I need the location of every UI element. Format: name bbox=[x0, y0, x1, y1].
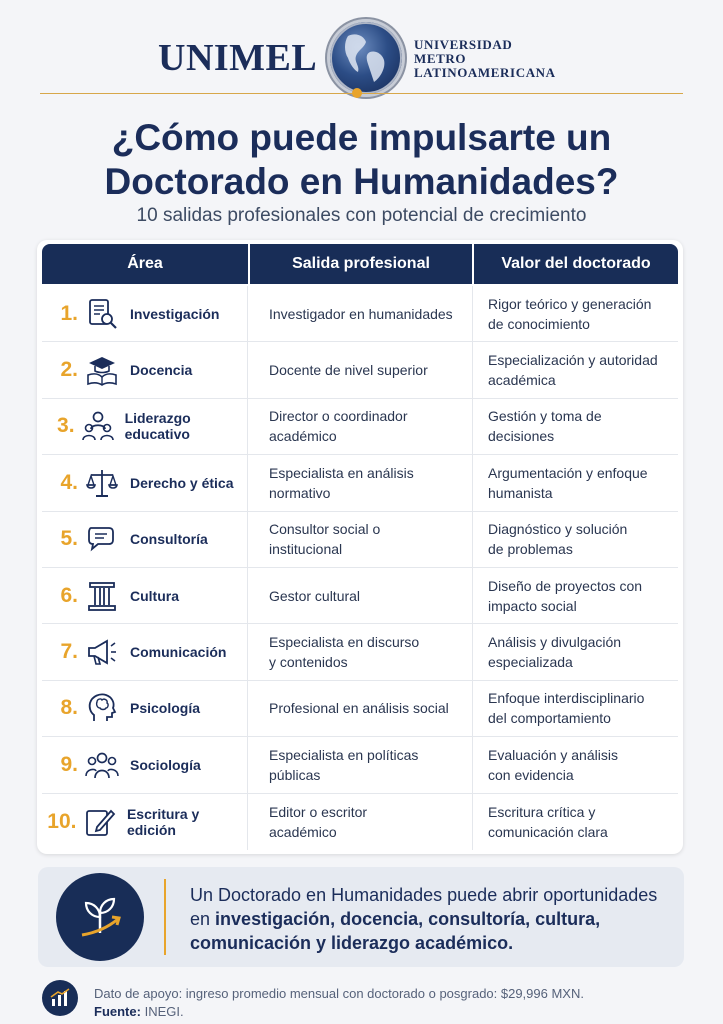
row-number: 4. bbox=[60, 470, 78, 494]
university-name bbox=[414, 38, 556, 80]
header bbox=[0, 12, 723, 84]
valor-line: impacto social bbox=[488, 597, 577, 614]
title-line: ¿Cómo puede impulsarte un bbox=[111, 117, 612, 158]
university-name-line: LATINOAMERICANA bbox=[414, 65, 556, 80]
valor-cell bbox=[474, 794, 678, 850]
valor-line: Rigor teórico y generación bbox=[488, 295, 652, 312]
salida-line: académico bbox=[269, 823, 337, 840]
row-number: 3. bbox=[57, 414, 75, 438]
support-data-text: Dato de apoyo: ingreso promedio mensual con doctorado o posgrado: $29,996 MXN. bbox=[94, 986, 584, 1001]
valor-line: Gestión y toma de bbox=[488, 408, 602, 425]
callout-text bbox=[190, 883, 670, 955]
valor-cell bbox=[474, 681, 678, 736]
row-number: 1. bbox=[60, 301, 78, 325]
source-value: INEGI. bbox=[144, 1004, 184, 1019]
valor-cell bbox=[474, 286, 678, 341]
row-number: 8. bbox=[60, 696, 78, 720]
valor-cell bbox=[474, 624, 678, 679]
area-label: Docencia bbox=[130, 362, 193, 379]
area-label: Comunicación bbox=[130, 644, 227, 661]
valor-line: Escritura crítica y bbox=[488, 803, 596, 820]
callout-box bbox=[38, 867, 684, 967]
row-number: 9. bbox=[60, 752, 78, 776]
area-cell bbox=[42, 794, 248, 850]
row-number: 10. bbox=[47, 809, 77, 833]
header-salida: Salida profesional bbox=[250, 244, 472, 284]
area-label: Investigación bbox=[130, 305, 220, 322]
head-brain-icon bbox=[84, 690, 120, 726]
valor-line: Evaluación y análisis bbox=[488, 746, 618, 763]
salida-line: Especialista en políticas bbox=[269, 746, 419, 763]
valor-line: especializada bbox=[488, 654, 573, 671]
row-number: 6. bbox=[60, 583, 78, 607]
valor-line: comunicación clara bbox=[488, 823, 608, 840]
salida-cell bbox=[249, 624, 473, 679]
valor-line: Diseño de proyectos con bbox=[488, 577, 643, 594]
speech-bubbles-icon bbox=[84, 521, 120, 557]
area-cell bbox=[42, 455, 248, 510]
area-cell bbox=[42, 399, 248, 454]
area-cell bbox=[42, 286, 248, 341]
table-row bbox=[42, 399, 678, 455]
valor-line: Diagnóstico y solución bbox=[488, 521, 628, 538]
title-line: Doctorado en Humanidades? bbox=[104, 161, 619, 202]
table-row bbox=[42, 737, 678, 793]
row-number: 5. bbox=[60, 527, 78, 551]
table-row bbox=[42, 568, 678, 624]
source-label: Fuente: bbox=[94, 1004, 141, 1019]
area-cell bbox=[42, 737, 248, 792]
salida-line: Director o coordinador bbox=[269, 408, 408, 425]
table-row bbox=[42, 794, 678, 850]
area-cell bbox=[42, 624, 248, 679]
valor-line: de conocimiento bbox=[488, 315, 590, 332]
page-title bbox=[0, 116, 723, 204]
pen-paper-icon bbox=[82, 804, 116, 840]
brand-logo-text: UNIMEL bbox=[158, 37, 318, 79]
salida-line: Gestor cultural bbox=[269, 587, 361, 604]
area-label: Derecho y ética bbox=[130, 474, 234, 491]
valor-line: Especialización y autoridad bbox=[488, 352, 658, 369]
valor-cell bbox=[474, 399, 678, 454]
salida-line: Investigador en humanidades bbox=[269, 305, 453, 322]
header-area: Área bbox=[42, 244, 248, 284]
table-body bbox=[42, 286, 678, 850]
salida-cell bbox=[249, 794, 473, 850]
salida-line: académico bbox=[269, 428, 337, 445]
area-cell bbox=[42, 681, 248, 736]
salida-cell bbox=[249, 286, 473, 341]
salida-line: institucional bbox=[269, 541, 343, 558]
valor-cell bbox=[474, 342, 678, 397]
salida-line: normativo bbox=[269, 484, 331, 501]
careers-table bbox=[37, 240, 683, 854]
area-cell bbox=[42, 342, 248, 397]
table-row bbox=[42, 286, 678, 342]
valor-cell bbox=[474, 568, 678, 623]
salida-cell bbox=[249, 681, 473, 736]
salida-line: Docente de nivel superior bbox=[269, 362, 428, 379]
salida-line: y contenidos bbox=[269, 654, 348, 671]
salida-line: públicas bbox=[269, 766, 321, 783]
valor-line: académica bbox=[488, 372, 556, 389]
leadership-people-icon bbox=[81, 408, 115, 444]
salida-line: Profesional en análisis social bbox=[269, 700, 449, 717]
area-label: Cultura bbox=[130, 587, 179, 604]
salida-cell bbox=[249, 342, 473, 397]
valor-line: Argumentación y enfoque bbox=[488, 464, 648, 481]
scales-icon bbox=[84, 465, 120, 501]
table-header bbox=[42, 244, 678, 284]
table-row bbox=[42, 342, 678, 398]
callout-highlight: investigación, docencia, consultoría, cultura, comunicación y liderazgo académico. bbox=[190, 909, 601, 953]
table-row bbox=[42, 624, 678, 680]
megaphone-icon bbox=[84, 634, 120, 670]
table-row bbox=[42, 455, 678, 511]
area-cell bbox=[42, 568, 248, 623]
valor-line: Análisis y divulgación bbox=[488, 634, 622, 651]
globe-logo-icon bbox=[330, 22, 402, 94]
salida-cell bbox=[249, 568, 473, 623]
salida-cell bbox=[249, 399, 473, 454]
valor-line: Enfoque interdisciplinario bbox=[488, 690, 645, 707]
salida-line: Especialista en análisis bbox=[269, 464, 414, 481]
area-label: Consultoría bbox=[130, 531, 208, 548]
group-people-icon bbox=[84, 747, 120, 783]
row-number: 7. bbox=[60, 640, 78, 664]
valor-line: humanista bbox=[488, 484, 553, 501]
valor-cell bbox=[474, 512, 678, 567]
valor-cell bbox=[474, 737, 678, 792]
page-subtitle: 10 salidas profesionales con potencial de crecimiento bbox=[136, 205, 587, 226]
area-cell bbox=[42, 512, 248, 567]
area-label: Sociología bbox=[130, 756, 201, 773]
row-number: 2. bbox=[60, 358, 78, 382]
valor-line: decisiones bbox=[488, 428, 555, 445]
valor-line: con evidencia bbox=[488, 766, 574, 783]
salida-cell bbox=[249, 737, 473, 792]
area-label: Escritura y edición bbox=[126, 805, 200, 838]
salida-line: Consultor social o bbox=[269, 521, 381, 538]
graduation-book-icon bbox=[84, 352, 120, 388]
university-name-line: UNIVERSIDAD bbox=[414, 37, 513, 52]
university-name-line: METRO bbox=[414, 51, 467, 66]
header-valor: Valor del doctorado bbox=[474, 244, 678, 284]
salida-line: Editor o escritor bbox=[269, 803, 368, 820]
divider-dot bbox=[352, 88, 362, 98]
valor-line: del comportamiento bbox=[488, 710, 611, 727]
area-label: Liderazgo educativo bbox=[124, 410, 191, 443]
table-row bbox=[42, 512, 678, 568]
valor-cell bbox=[474, 455, 678, 510]
valor-line: de problemas bbox=[488, 541, 573, 558]
callout-divider bbox=[164, 879, 166, 955]
salida-cell bbox=[249, 455, 473, 510]
research-document-icon bbox=[84, 296, 120, 332]
table-row bbox=[42, 681, 678, 737]
bar-chart-icon bbox=[42, 980, 78, 1016]
area-label: Psicología bbox=[130, 700, 201, 717]
salida-cell bbox=[249, 512, 473, 567]
growth-plant-icon bbox=[56, 873, 144, 961]
salida-line: Especialista en discurso bbox=[269, 634, 420, 651]
callout-intro: Un Doctorado en Humanidades puede abrir oportunidades en bbox=[190, 885, 658, 929]
column-icon bbox=[84, 578, 120, 614]
source-text bbox=[94, 1004, 184, 1019]
